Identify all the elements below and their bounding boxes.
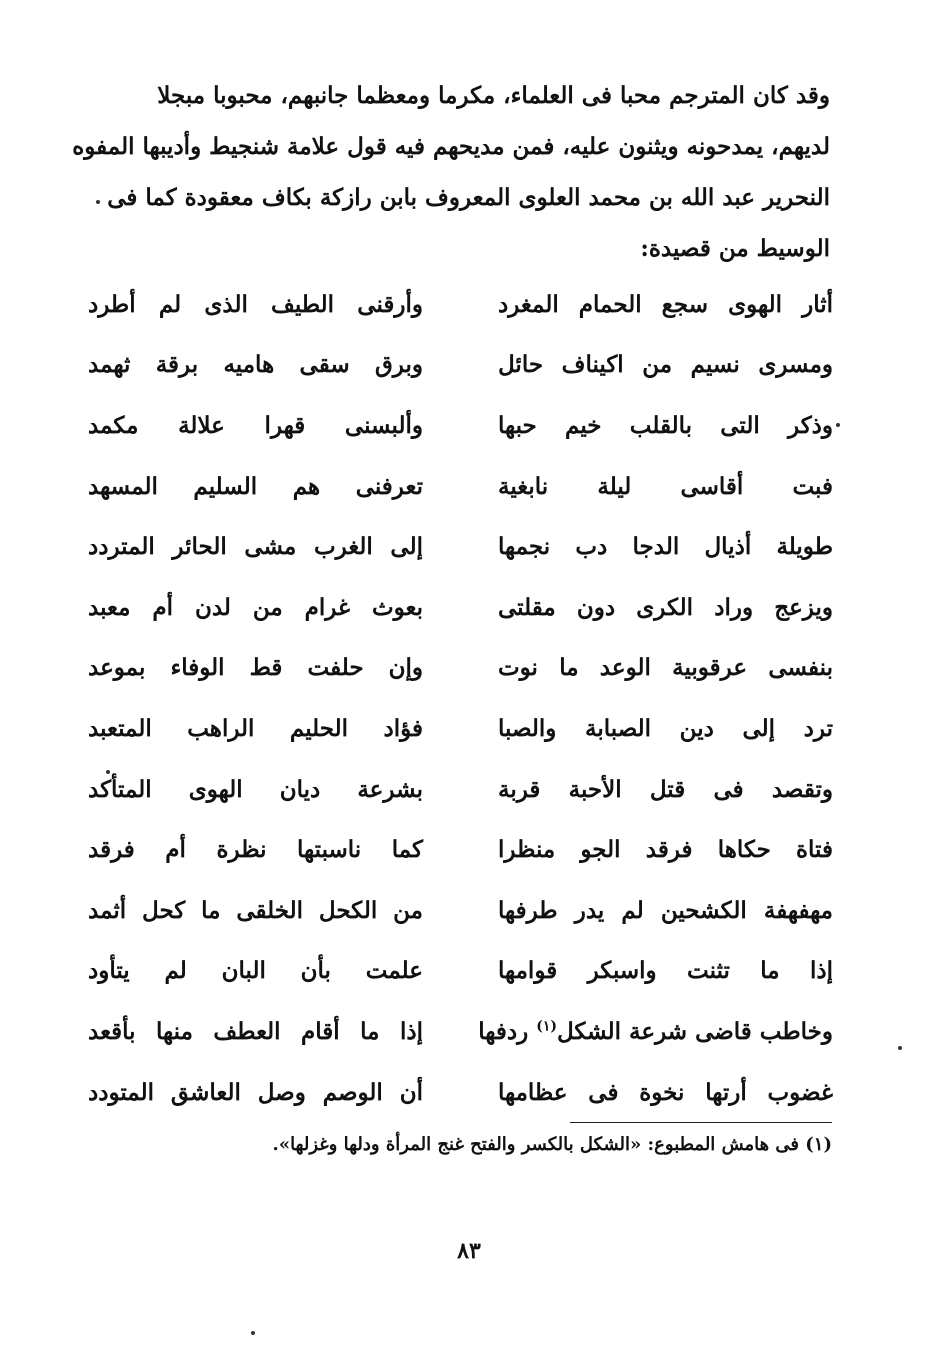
verse-first-hemistich: فتاة حكاها فرقد الجو منظرا	[498, 836, 833, 864]
verse-first-hemistich: غضوب أرتها نخوة فى عظامها	[498, 1078, 833, 1106]
intro-line: الوسيط من قصيدة:	[640, 235, 830, 262]
verse-second-hemistich: وبرق سقى هاميه برقة ثهمد	[88, 351, 423, 379]
verse-second-hemistich: بعوث غرام من لدن أم معبد	[88, 593, 423, 621]
verse-second-hemistich: تعرفنى هم السليم المسهد	[88, 472, 423, 500]
intro-line: لديهم، يمدحونه ويثنون عليه، فمن مديحهم فيه قول علامة شنجيط وأديبها المفوه	[72, 133, 830, 160]
poem-verse	[88, 638, 833, 699]
poem	[88, 274, 833, 1122]
verse-second-hemistich: إذا ما أقام العطف منها بأقعد	[88, 1017, 423, 1045]
verse-second-hemistich: بشرعة ديان الهوى المتأكد	[88, 775, 423, 803]
print-speck	[251, 1331, 255, 1335]
poem-verse	[88, 274, 833, 335]
verse-first-hemistich: ويزعج وراد الكرى دون مقلتى	[498, 593, 833, 621]
poem-verse	[88, 819, 833, 880]
poem-verse	[88, 759, 833, 820]
verse-second-hemistich: من الكحل الخلقى ما كحل أثمد	[88, 896, 423, 924]
poem-verse	[88, 880, 833, 941]
verse-first-hemistich: فبت أقاسى ليلة نابغية	[498, 472, 833, 500]
poem-verse	[88, 516, 833, 577]
verse-second-hemistich: إلى الغرب مشى الحائر المتردد	[88, 533, 423, 561]
verse-second-hemistich: كما ناسبتها نظرة أم فرقد	[88, 836, 423, 864]
hemistich-text: ردفها	[478, 1017, 537, 1045]
footnote-mark[interactable]: (١)	[536, 1018, 557, 1035]
verse-second-hemistich: علمت بأن البان لم يتأود	[88, 957, 423, 985]
print-speck	[898, 1046, 902, 1050]
verse-second-hemistich: فؤاد الحليم الراهب المتعبد	[88, 714, 423, 742]
verse-first-hemistich: إذا ما تثنت واسبكر قوامها	[498, 957, 833, 985]
verse-first-hemistich: وتقصد فى قتل الأحبة قربة	[498, 775, 833, 803]
verse-first-hemistich: مهفهفة الكشحين لم يدر طرفها	[498, 896, 833, 924]
poem-verse	[88, 1062, 833, 1123]
verse-second-hemistich: أن الوصم وصل العاشق المتودد	[88, 1078, 423, 1106]
page-number: ٨٣	[457, 1238, 481, 1264]
intro-line: النحرير عبد الله بن محمد العلوى المعروف بابن رازكة بكاف معقودة كما فى	[107, 184, 830, 211]
print-speck	[106, 770, 110, 774]
intro-line: وقد كان المترجم محبا فى العلماء، مكرما ومعظما جانبهم، محبوبا مبجلا	[157, 82, 830, 109]
verse-first-hemistich: ومسرى نسيم من اكيناف حائل	[498, 351, 833, 379]
footnote-divider	[570, 1122, 832, 1123]
poem-verse	[88, 1001, 833, 1062]
verse-first-hemistich	[478, 1017, 833, 1045]
intro-paragraph	[72, 70, 830, 274]
poem-verse	[88, 577, 833, 638]
poem-verse	[88, 941, 833, 1002]
footnote: (١) فى هامش المطبوع: «الشكل بالكسر والفتح غنج المرأة ودلها وغزلها».	[272, 1134, 832, 1155]
verse-first-hemistich: وذكر التى بالقلب خيم حبها	[498, 411, 833, 439]
verse-first-hemistich: أثار الهوى سجع الحمام المغرد	[498, 290, 833, 318]
poem-verse	[88, 395, 833, 456]
verse-second-hemistich: وإن حلفت قط الوفاء بموعد	[88, 654, 423, 682]
hemistich-text: وخاطب قاضى شرعة الشكل	[557, 1017, 833, 1045]
poem-verse	[88, 335, 833, 396]
verse-first-hemistich: ترد إلى دين الصبابة والصبا	[498, 714, 833, 742]
print-speck	[836, 423, 840, 427]
print-speck	[96, 200, 100, 204]
poem-verse	[88, 456, 833, 517]
verse-first-hemistich: طويلة أذيال الدجا دب نجمها	[498, 533, 833, 561]
poem-verse	[88, 698, 833, 759]
verse-first-hemistich: بنفسى عرقوبية الوعد ما نوت	[498, 654, 833, 682]
verse-second-hemistich: وأرقنى الطيف الذى لم أطرد	[88, 290, 423, 318]
verse-second-hemistich: وألبسنى قهرا علالة مكمد	[88, 411, 423, 439]
